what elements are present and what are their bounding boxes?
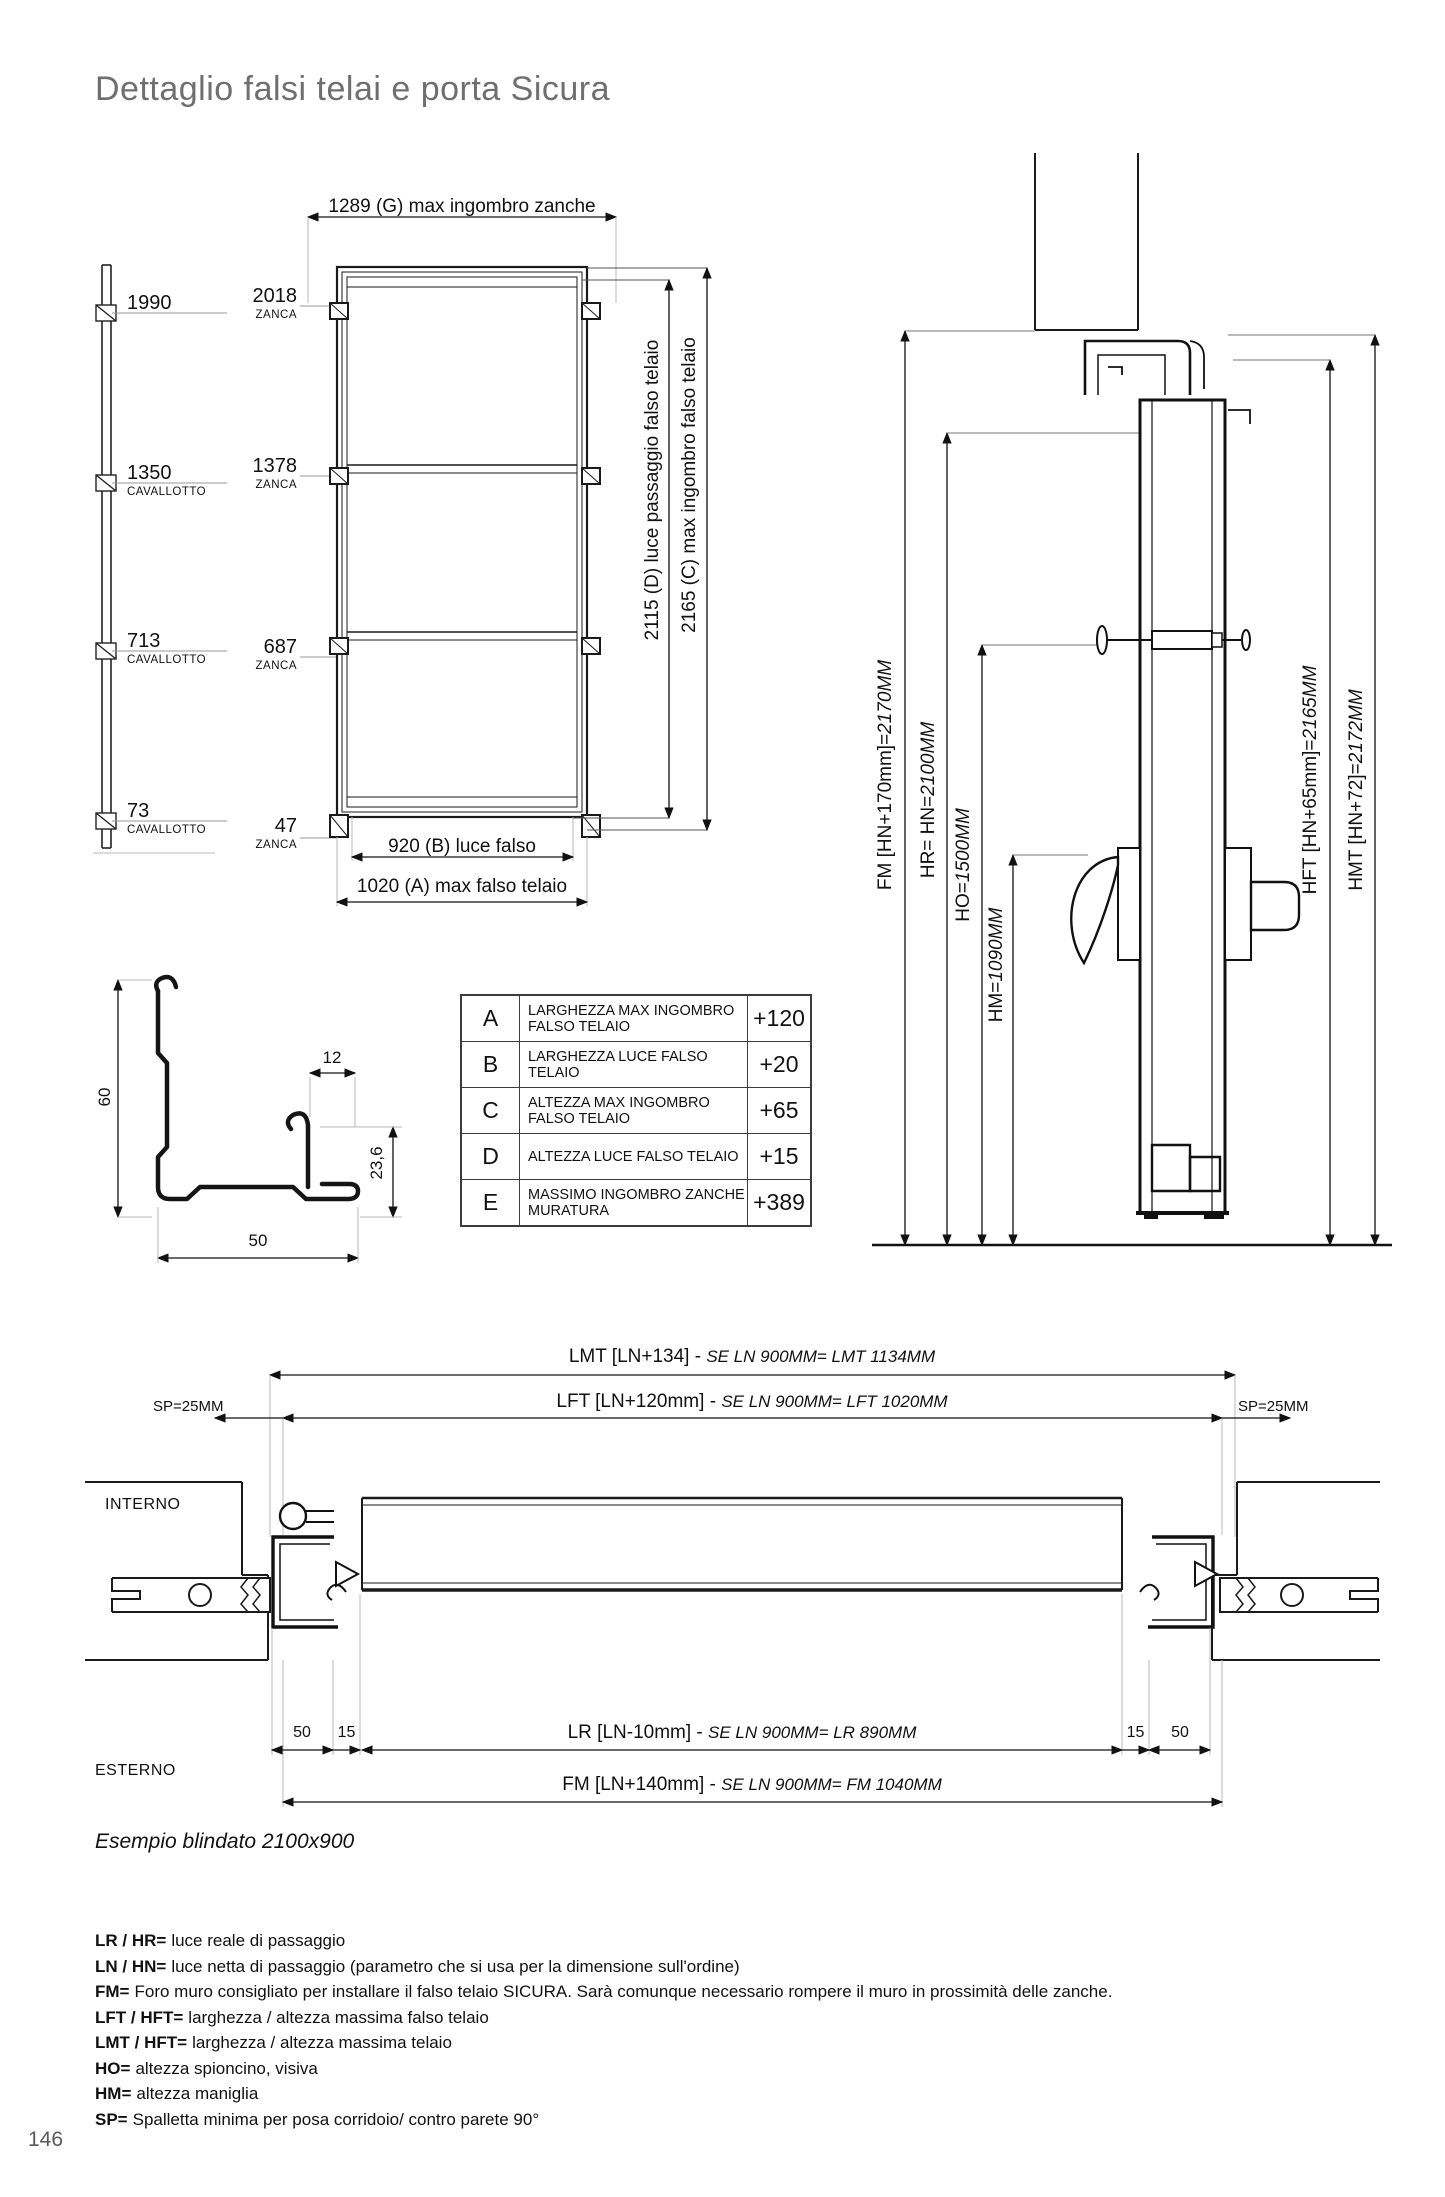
legend-text: larghezza / altezza massima telaio — [192, 2033, 452, 2052]
row-id: B — [462, 1042, 520, 1087]
dim-b-label: 920 (B) luce falso — [388, 836, 536, 857]
plan-zanca-right — [1220, 1578, 1378, 1612]
row-value: +389 — [753, 1189, 805, 1215]
legend-item — [95, 2005, 1112, 2031]
zanca-tabs — [330, 303, 600, 837]
dim-hmt-label — [1348, 570, 1366, 1010]
dim-15-left: 15 — [337, 1724, 356, 1741]
dim-a-label: 1020 (A) max falso telaio — [356, 876, 568, 897]
zanca-mark-sub: ZANCA — [255, 839, 297, 851]
dim-lft-label — [392, 1391, 1112, 1413]
plan-frame-hinge-side — [273, 1503, 358, 1627]
zanca-mark-sub: ZANCA — [255, 479, 297, 491]
wall-mark-value: 1990 — [127, 292, 172, 314]
dim-hm-label — [988, 855, 1006, 1075]
zanca-mark-value: 47 — [274, 815, 297, 837]
profile-dim-height: 60 — [95, 1087, 114, 1107]
legend-key: LR / HR= — [95, 1931, 167, 1950]
wall-lintel — [1035, 153, 1138, 330]
dim-label: LR [LN-10mm] - — [567, 1722, 709, 1743]
dim-c-label: 2165 (C) max ingombro falso telaio — [679, 337, 700, 633]
dim-label: HMT [HN+72]= — [1346, 763, 1367, 891]
legend-item — [95, 2107, 1112, 2133]
legend-key: LN / HN= — [95, 1956, 167, 1976]
legend-key: SP= — [95, 2109, 128, 2129]
door-leaf-section — [1136, 400, 1250, 1219]
esterno-label: ESTERNO — [95, 1762, 176, 1779]
wall-mark-sub: CAVALLOTTO — [127, 824, 207, 836]
row-desc: MASSIMO INGOMBRO ZANCHE MURATURA — [520, 1180, 748, 1225]
row-desc: LARGHEZZA LUCE FALSO TELAIO — [520, 1042, 748, 1087]
example-caption: Esempio blindato 2100x900 — [95, 1830, 355, 1853]
dim-label: FM [HN+170mm]= — [875, 733, 896, 891]
legend-item — [95, 1928, 1112, 1954]
row-id: A — [462, 996, 520, 1041]
table-row — [462, 996, 810, 1041]
profile-outline — [156, 977, 358, 1199]
sp-left-label: SP=25MM — [153, 1398, 224, 1415]
dim-lmt-label — [392, 1346, 1112, 1368]
legend-key: HO= — [95, 2058, 131, 2078]
row-value: +65 — [759, 1097, 799, 1123]
profile-dim-lines — [118, 980, 402, 1263]
frame-head-profile — [1085, 341, 1204, 395]
plan-frame-lock-side — [1140, 1537, 1217, 1627]
legend-item — [95, 1954, 1112, 1980]
wall-mark-value: 1350 — [127, 462, 172, 484]
dim-value: 1090MM — [986, 907, 1007, 982]
dim-note: SE LN 900MM= LR 890MM — [708, 1723, 917, 1742]
legend-text: altezza spioncino, visiva — [135, 2058, 318, 2078]
row-desc: ALTEZZA LUCE FALSO TELAIO — [520, 1134, 748, 1179]
legend-text: Spalletta minima per posa corridoio/ contro parete 90° — [132, 2109, 540, 2129]
row-id: C — [462, 1088, 520, 1133]
wall-profile-strip — [93, 265, 215, 853]
dim-15-right: 15 — [1126, 1724, 1145, 1741]
dim-label: LMT [LN+134] - — [568, 1346, 707, 1367]
row-desc: LARGHEZZA MAX INGOMBRO FALSO TELAIO — [520, 996, 748, 1041]
page-title: Dettaglio falsi telai e porta Sicura — [95, 70, 611, 108]
legend-key: LMT / HFT= — [95, 2033, 188, 2052]
dim-hft-label — [1302, 550, 1320, 1010]
legend-text: Foro muro consigliato per installare il falso telaio SICURA. Sarà comunque necessario rompere il muro in prossimità delle zanche. — [134, 1982, 1113, 2001]
table-row — [462, 1087, 810, 1133]
profile-dim-width: 50 — [248, 1231, 268, 1250]
leader-lines-left — [112, 313, 227, 821]
row-id: E — [462, 1180, 520, 1225]
legend-text: luce reale di passaggio — [171, 1931, 346, 1950]
wall-mark-sub: CAVALLOTTO — [127, 486, 207, 498]
dim-label: HFT [HN+65mm]= — [1300, 739, 1321, 895]
row-desc: ALTEZZA MAX INGOMBRO FALSO TELAIO — [520, 1088, 748, 1133]
legend-item — [95, 2030, 1112, 2056]
legend-item — [95, 2081, 1112, 2107]
plan-door-leaf — [362, 1498, 1122, 1590]
dim-g-line — [308, 217, 616, 303]
legend — [95, 1928, 1112, 2132]
table-row — [462, 1041, 810, 1087]
legend-key: FM= — [95, 1982, 130, 2001]
spec-table — [460, 994, 812, 1227]
legend-key: LFT / HFT= — [95, 2007, 184, 2027]
dim-d-label: 2115 (D) luce passaggio falso telaio — [642, 339, 663, 641]
row-value: +20 — [759, 1051, 799, 1077]
sp-right-label: SP=25MM — [1238, 1398, 1309, 1415]
table-row — [462, 1133, 810, 1179]
dim-50-right: 50 — [1171, 1724, 1189, 1741]
dim-fm-label — [402, 1774, 1102, 1796]
leader-lines-zanca — [300, 306, 337, 838]
dim-value: 1500MM — [953, 808, 974, 883]
row-id: D — [462, 1134, 520, 1179]
legend-item — [95, 2056, 1112, 2082]
wall-mark-value: 73 — [127, 800, 150, 822]
zanca-mark-sub: ZANCA — [255, 660, 297, 672]
wall-mark-value: 713 — [127, 630, 161, 652]
peephole — [1097, 626, 1250, 654]
dim-label: HM= — [986, 981, 1007, 1023]
page-number: 146 — [28, 2128, 64, 2151]
table-row — [462, 1179, 810, 1225]
interno-label: INTERNO — [105, 1496, 181, 1513]
dim-g-label: 1289 (G) max ingombro zanche — [328, 196, 596, 217]
dim-value: 2170MM — [875, 659, 896, 734]
zanca-mark-value: 687 — [263, 636, 297, 658]
plan-zanca-left — [112, 1578, 270, 1612]
row-value: +15 — [759, 1143, 799, 1169]
dim-note: SE LN 900MM= LFT 1020MM — [721, 1392, 948, 1411]
dim-note: SE LN 900MM= FM 1040MM — [721, 1775, 942, 1794]
dim-lr-label — [442, 1722, 1042, 1744]
legend-text: altezza maniglia — [136, 2084, 259, 2103]
legend-text: luce netta di passaggio (parametro che si usa per la dimensione sull'ordine) — [171, 1956, 740, 1976]
frame-crossbars — [347, 465, 577, 640]
row-value: +120 — [753, 1005, 805, 1031]
dim-label: HO= — [953, 882, 974, 922]
wall-mark-sub: CAVALLOTTO — [127, 654, 207, 666]
dim-fm-height-label — [877, 535, 895, 1015]
profile-dim-hook-height: 23,6 — [367, 1146, 386, 1180]
dim-note: SE LN 900MM= LMT 1134MM — [706, 1347, 936, 1366]
dim-50-left: 50 — [293, 1724, 311, 1741]
profile-dim-hook-top: 12 — [322, 1048, 342, 1067]
dim-ho-label — [955, 755, 973, 975]
zanca-mark-sub: ZANCA — [255, 309, 297, 321]
zanca-mark-value: 2018 — [252, 285, 297, 307]
dim-label: HR= HN= — [918, 795, 939, 879]
dim-value: 2100MM — [918, 721, 939, 796]
legend-item — [95, 1979, 1112, 2005]
dim-label: FM [LN+140mm] - — [562, 1774, 722, 1795]
dim-value: 2172MM — [1346, 689, 1367, 764]
dim-label: LFT [LN+120mm] - — [556, 1391, 722, 1412]
legend-text: larghezza / altezza massima falso telaio — [188, 2007, 489, 2027]
cavallotto-clips — [96, 305, 116, 829]
legend-key: HM= — [95, 2084, 132, 2103]
dim-hr-label — [920, 650, 938, 950]
zanca-mark-value: 1378 — [252, 455, 297, 477]
falso-telaio-frame — [330, 267, 600, 837]
dim-value: 2165MM — [1300, 665, 1321, 740]
